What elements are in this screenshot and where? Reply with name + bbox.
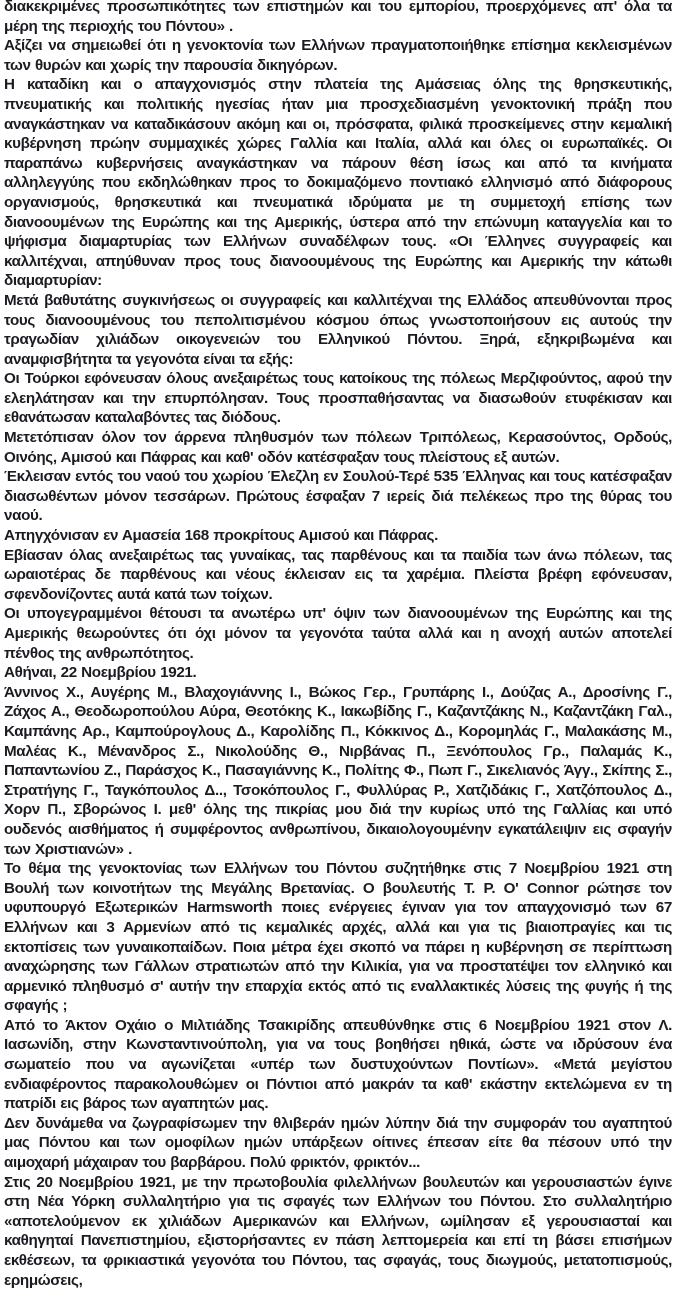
paragraph-church-massacre: Έκλεισαν εντός του ναού του χωρίου Έλεζλη εν Σουλού-Τερέ 535 Έλληνας και τους κατέσφαξαν διασωθέντων μόνον τεσσάρων. Πρώτους έσφαξαν 7 ιερείς διά πελέκεως προ της θύρας του ναού.: [4, 468, 672, 525]
paragraph-merzifon: Οι Τούρκοι εφόνευσαν όλους ανεξαιρέτως τους κατοίκους της πόλεως Μερζιφούντος, αφού την ελεηλάτησαν και την επυρπόλησαν. Τους προσπαθήσαντας να διασωθούν ετυφέκισαν και εθανάτωσαν καταλαβόντες τας διόδους.: [4, 370, 672, 427]
paragraph-date: Αθήναι, 22 Νοεμβρίου 1921.: [4, 664, 197, 682]
paragraph-signatories-list: Άννινος Χ., Αυγέρης Μ., Βλαχογιάννης Ι., Βώκος Γερ., Γρυπάρης Ι., Δούζας Α., Δροσίνης Γ., Ζάχος Α., Θεοδωροπούλου Αύρα, Θεοτόκης Κ., Ιακωβίδης Γ., Καζαντζάκης Ν., Καζαντζάκη Γαλ., Καμπάνης Αρ., Καμπούρογλους Δ., Καρολίδης Π., Κόκκινος Δ., Κορομηλάς Γ., Μαλακάσης Μ., Μαλέας Κ., Μένανδρος Σ., Νικολούδης Θ., Νιρβάνας Π., Ξενόπουλος Γρ., Παλαμάς Κ., Παπαντωνίου Ζ., Παράσχος Κ., Πασαγιάννης Κ., Πολίτης Φ., Πωπ Γ., Σικελιανός Άγγ., Σκίπης Σ., Στρατήγης Γ., Ταγκόπουλος Δ.., Τσοκόπουλος Γ., Φυλλύρας Ρ., Χατζιδάκις Γ., Χατζόπουλος Δ., Χορν Π., Σβορώνος Ι. μεθ' όλης της πικρίας μου διά την κυρίως υπό της Γαλλίας και υπό ουδενός αισθήματος ή συμφέροντος ανθρωπίνου, δικαιολογουμένην εγκατάλειψιν εις σφαγήν των Χριστιανών» .: [4, 683, 672, 858]
paragraph-intro-continuation: διακεκριμένες προσωπικότητες των επιστημών και του εμπορίου, προερχόμενες απ' όλα τα μέρη της περιοχής του Πόντου» .: [4, 0, 672, 35]
document-page: [4, 0, 672, 1290]
paragraph-new-york-rally: Στις 20 Νοεμβρίου 1921, με την πρωτοβουλία φιλελλήνων βουλευτών και γερουσιαστών έγινε στη Νέα Υόρκη συλλαλητήριο για τις σφαγές των Ελλήνων του Πόντου. Στο συλλαλητήριο «αποτελούμενον εκ χιλιάδων Αμερικανών και Ελλήνων, ωμίλησαν εξ γερουσιασταί και καθηγηταί Πανεπιστημίου, εξιστορήσαντες εν πάση λεπτομερεία και επί τη βάσει επισήμων εκθέσεων, τα φρικιαστικά γεγονότα του Πόντου, τας σφαγάς, τους διωγμούς, μετατοπισμούς, ερημώσεις,: [4, 1173, 672, 1289]
paragraph-violence: Εβίασαν όλας ανεξαιρέτως τας γυναίκας, τας παρθένους και τα παιδία των άνω πόλεων, τας ωραιοτέρας δε παρθένους και νέους έκλεισαν εις τα χαρέμια. Πλείστα βρέφη εφόνευσαν, σφενδονίζοντες αυτά κατά των τοίχων.: [4, 546, 672, 603]
paragraph-deportations: Μετετόπισαν όλον τον άρρενα πληθυσμόν των πόλεων Τριπόλεως, Κερασούντος, Ορδούς, Οινόης, Αμισού και Πάφρας και καθ' οδόν κατέσφαξαν τους πλείστους εξ αυτών.: [4, 429, 672, 466]
paragraph-trial-closed-doors: Αξίζει να σημειωθεί ότι η γενοκτονία των Ελλήνων πραγματοποιήθηκε επίσημα κεκλεισμένων των θυρών και χωρίς την παρουσία δικηγόρων.: [4, 37, 672, 74]
paragraph-akron-ohio: Από το Άκτον Οχάιο ο Μιλτιάδης Τσακιρίδης απευθύνθηκε στις 6 Νοεμβρίου 1921 στον Λ. Ιασωνίδη, στην Κωνσταντινούπολη, για να τους βοηθήσει ηθικά, ώστε να ιδρύσουν ένα σωματείο που να αγωνίζεται «υπέρ των δυστυχούντων Ποντίων». «Μετά μεγίστου ενδιαφέροντος παρακολουθώμεν οι Πόντιοι από μακράν τα καθ' εκάστην εκτελώμενα εν τη πατρίδι εις βάρος των αγαπητών μας.: [4, 1016, 672, 1113]
paragraph-grief: Δεν δυνάμεθα να ζωγραφίσωμεν την θλιβεράν ημών λύπην διά την συμφοράν του αγαπητού μας Πόντου και των ομοφίλων ημών υπάρξεων οίτινες έπεσαν είτε θα πέσουν υπό την αιμοχαρή μάχαιραν του βαρβάρου. Πολύ φρικτόν, φρικτόν...: [4, 1114, 672, 1172]
paragraph-protest-intro: Μετά βαθυτάτης συγκινήσεως οι συγγραφείς και καλλιτέχναι της Ελλάδος απευθύνονται προς τους διανοουμένους του πεπολιτισμένου κόσμου όπως γνωστοποιήσουν εις αυτούς την τραγωδίαν χιλιάδων οικογενειών του Ελληνικού Πόντου. Ξηρά, εξηκριβωμένα και αναμφισβήτητα τα γεγονότα είναι τα εξής:: [4, 291, 672, 368]
paragraph-amasya-168: Απηγχόνισαν εν Αμασεία 168 προκρίτους Αμισού και Πάφρας.: [4, 527, 438, 545]
paragraph-amasya-hangings: Η καταδίκη και ο απαγχονισμός στην πλατεία της Αμάσειας όλης της θρησκευτικής, πνευματικής και πολιτικής ηγεσίας ήταν μια προσχεδιασμένη γενοκτονική πράξη που αναγκάστηκαν να καταδικάσουν ακόμη και οι, πρόσφατα, φιλικά προσκείμενες στην κεμαλική κυβέρνηση πρώην συμμαχικές χώρες Γαλλία και Ιταλία, αλλά και όλες οι ευρωπαϊκές. Οι παραπάνω κυβερνήσεις αναγκάστηκαν να πάρουν θέση ίσως και από τα κινήματα αλληλεγγύης που εκδηλώθηκαν προς το δοκιμαζόμενο ποντιακό ελληνισμό από διάφορους οργανισμούς, θρησκευτικά και πνευματικά ιδρύματα με τη συμμετοχή επίσης των διανοουμένων της Ευρώπης και της Αμερικής, ύστερα από την επώνυμη καταγγελία και το ψήφισμα διαμαρτυρίας των Ελλήνων συναδέλφων τους. «Οι Έλληνες συγγραφείς και καλλιτέχναι, απηύθυναν προς τους διανοουμένους της Ευρώπης και Αμερικής την κάτωθι διαμαρτυρίαν:: [4, 76, 672, 290]
paragraph-british-parliament: Το θέμα της γενοκτονίας των Ελλήνων του Πόντου συζητήθηκε στις 7 Νοεμβρίου 1921 στη Βουλή των κοινοτήτων της Μεγάλης Βρετανίας. Ο βουλευτής T. P. O' Connor ρώτησε τον υφυπουργό Εξωτερικών Harmsworth ποιες ενέργειες έγιναν για τον απαγχονισμό των 67 Ελλήνων και 3 Αρμενίων από τις κεμαλικές αρχές, αλλά και για τις βιαιοπραγίες και τις εκτοπίσεις των γυναικοπαίδων. Ποια μέτρα έχει σκοπό να πάρει η κυβέρνηση σε περίπτωση αναχώρησης των Γάλλων στρατιωτών από την Κιλικία, για να προστατέψει τον ελληνικό και αρμενικό πληθυσμό σ' αυτήν την επαρχία εκτός από τις εναλλακτικές λύσεις της φυγής ή της σφαγής ;: [4, 860, 672, 1015]
paragraph-signatories-statement: Οι υπογεγραμμένοι θέτουσι τα ανωτέρω υπ' όψιν των διανοουμένων της Ευρώπης και της Αμερικής θεωρούντες ότι όχι μόνον τα γεγονότα ταύτα αλλά και η ανοχή αυτών αποτελεί πένθος της ανθρωπότητος.: [4, 605, 672, 662]
